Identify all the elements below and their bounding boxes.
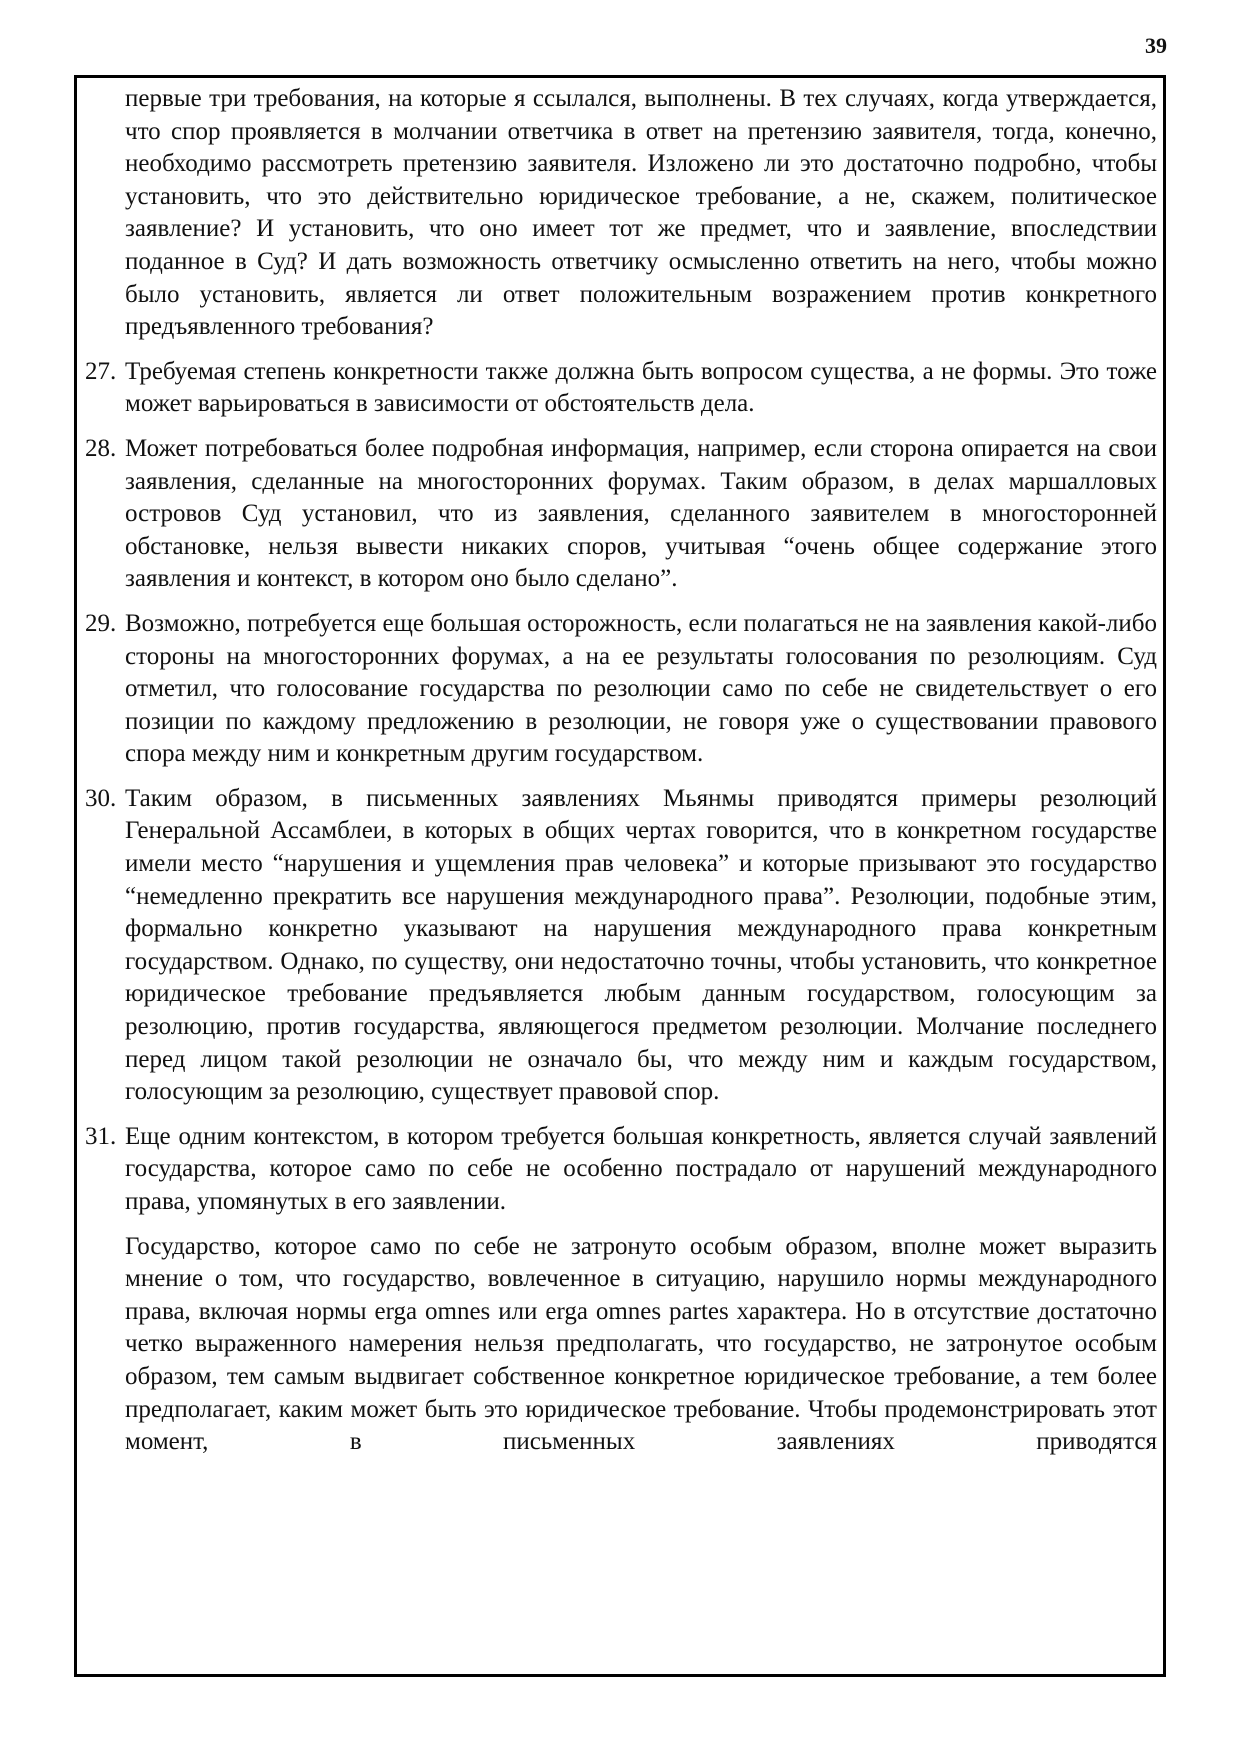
paragraph-text: Государство, которое само по себе не затронуто особым образом, вполне может выразить мнение о том, что государство, вовлеченное в ситуацию, нарушило нормы международного права, включая нормы erga omnes или erga omnes partes характера. Но в отсутствие достаточно четко выраженного намерения нельзя предполагать, что государство, не затронутое особым образом, тем самым выдвигает собственное конкретное юридическое требование, а тем более предполагает, каким может быть это юридическое требование. Чтобы продемонстрировать этот момент, в письменных заявлениях приводятся [125, 1232, 1157, 1456]
paragraph-number: 27. [85, 357, 117, 385]
paragraph-text: первые три требования, на которые я ссылался, выполнены. В тех случаях, когда утверждается, что спор проявляется в молчании ответчика в ответ на претензию заявителя, тогда, конечно, необходимо рассмотреть претензию заявителя. Изложено ли это достаточно подробно, чтобы установить, что это действительно юридическое требование, а не, скажем, политическое заявление? И установить, что оно имеет тот же предмет, что и заявление, впоследствии поданное в Суд? И дать возможность ответчику осмысленно ответить на него, чтобы можно было установить, является ли ответ положительным возражением против конкретного предъявленного требования? [125, 85, 1157, 341]
page-number: 39 [1145, 33, 1167, 58]
paragraph-27 [85, 356, 1157, 421]
paragraph-number: 29. [85, 609, 117, 637]
paragraph-29 [85, 608, 1157, 771]
paragraph-31-continued [85, 1231, 1157, 1459]
paragraph-text: Возможно, потребуется еще большая осторожность, если полагаться не на заявления какой-либо стороны на многосторонних форумах, а на ее результаты голосования по резолюциям. Суд отметил, что голосование государства по резолюции само по себе не свидетельствует о его позиции по каждому предложению в резолюции, не говоря уже о существовании правового спора между ним и конкретным другим государством. [125, 609, 1157, 768]
paragraph-number: 31. [85, 1122, 117, 1150]
paragraph-text: Таким образом, в письменных заявлениях Мьянмы приводятся примеры резолюций Генеральной Ассамблеи, в которых в общих чертах говорится, что в конкретном государстве имели место “нарушения и ущемления прав человека” и которые призывают это государство “немедленно прекратить все нарушения международного права”. Резолюции, подобные этим, формально конкретно указывают на нарушения международного права конкретным государством. Однако, по существу, они недостаточно точны, чтобы установить, что конкретное юридическое требование предъявляется любым данным государством, голосующим за резолюцию, против государства, являющегося предметом резолюции. Молчание последнего перед лицом такой резолюции не означало бы, что между ним и каждым государством, голосующим за резолюцию, существует правовой спор. [125, 784, 1157, 1106]
paragraph-number: 28. [85, 434, 117, 462]
paragraph-30 [85, 783, 1157, 1109]
paragraph-continued [85, 83, 1157, 344]
paragraph-28 [85, 433, 1157, 596]
page-frame [74, 75, 1166, 1677]
paragraph-number: 30. [85, 784, 117, 812]
paragraph-text: Может потребоваться более подробная информация, например, если сторона опирается на свои заявления, сделанные на многосторонних форумах. Таким образом, в делах маршалловых островов Суд установил, что из заявления, сделанного заявителем в многосторонней обстановке, нельзя вывести никаких споров, учитывая “очень общее содержание этого заявления и контекст, в котором оно было сделано”. [125, 434, 1157, 593]
paragraph-text: Еще одним контекстом, в котором требуется большая конкретность, является случай заявлений государства, которое само по себе не особенно пострадало от нарушений международного права, упомянутых в его заявлении. [125, 1122, 1157, 1215]
paragraph-31 [85, 1121, 1157, 1219]
paragraph-text: Требуемая степень конкретности также должна быть вопросом существа, а не формы. Это тоже может варьироваться в зависимости от обстоятельств дела. [125, 357, 1157, 418]
